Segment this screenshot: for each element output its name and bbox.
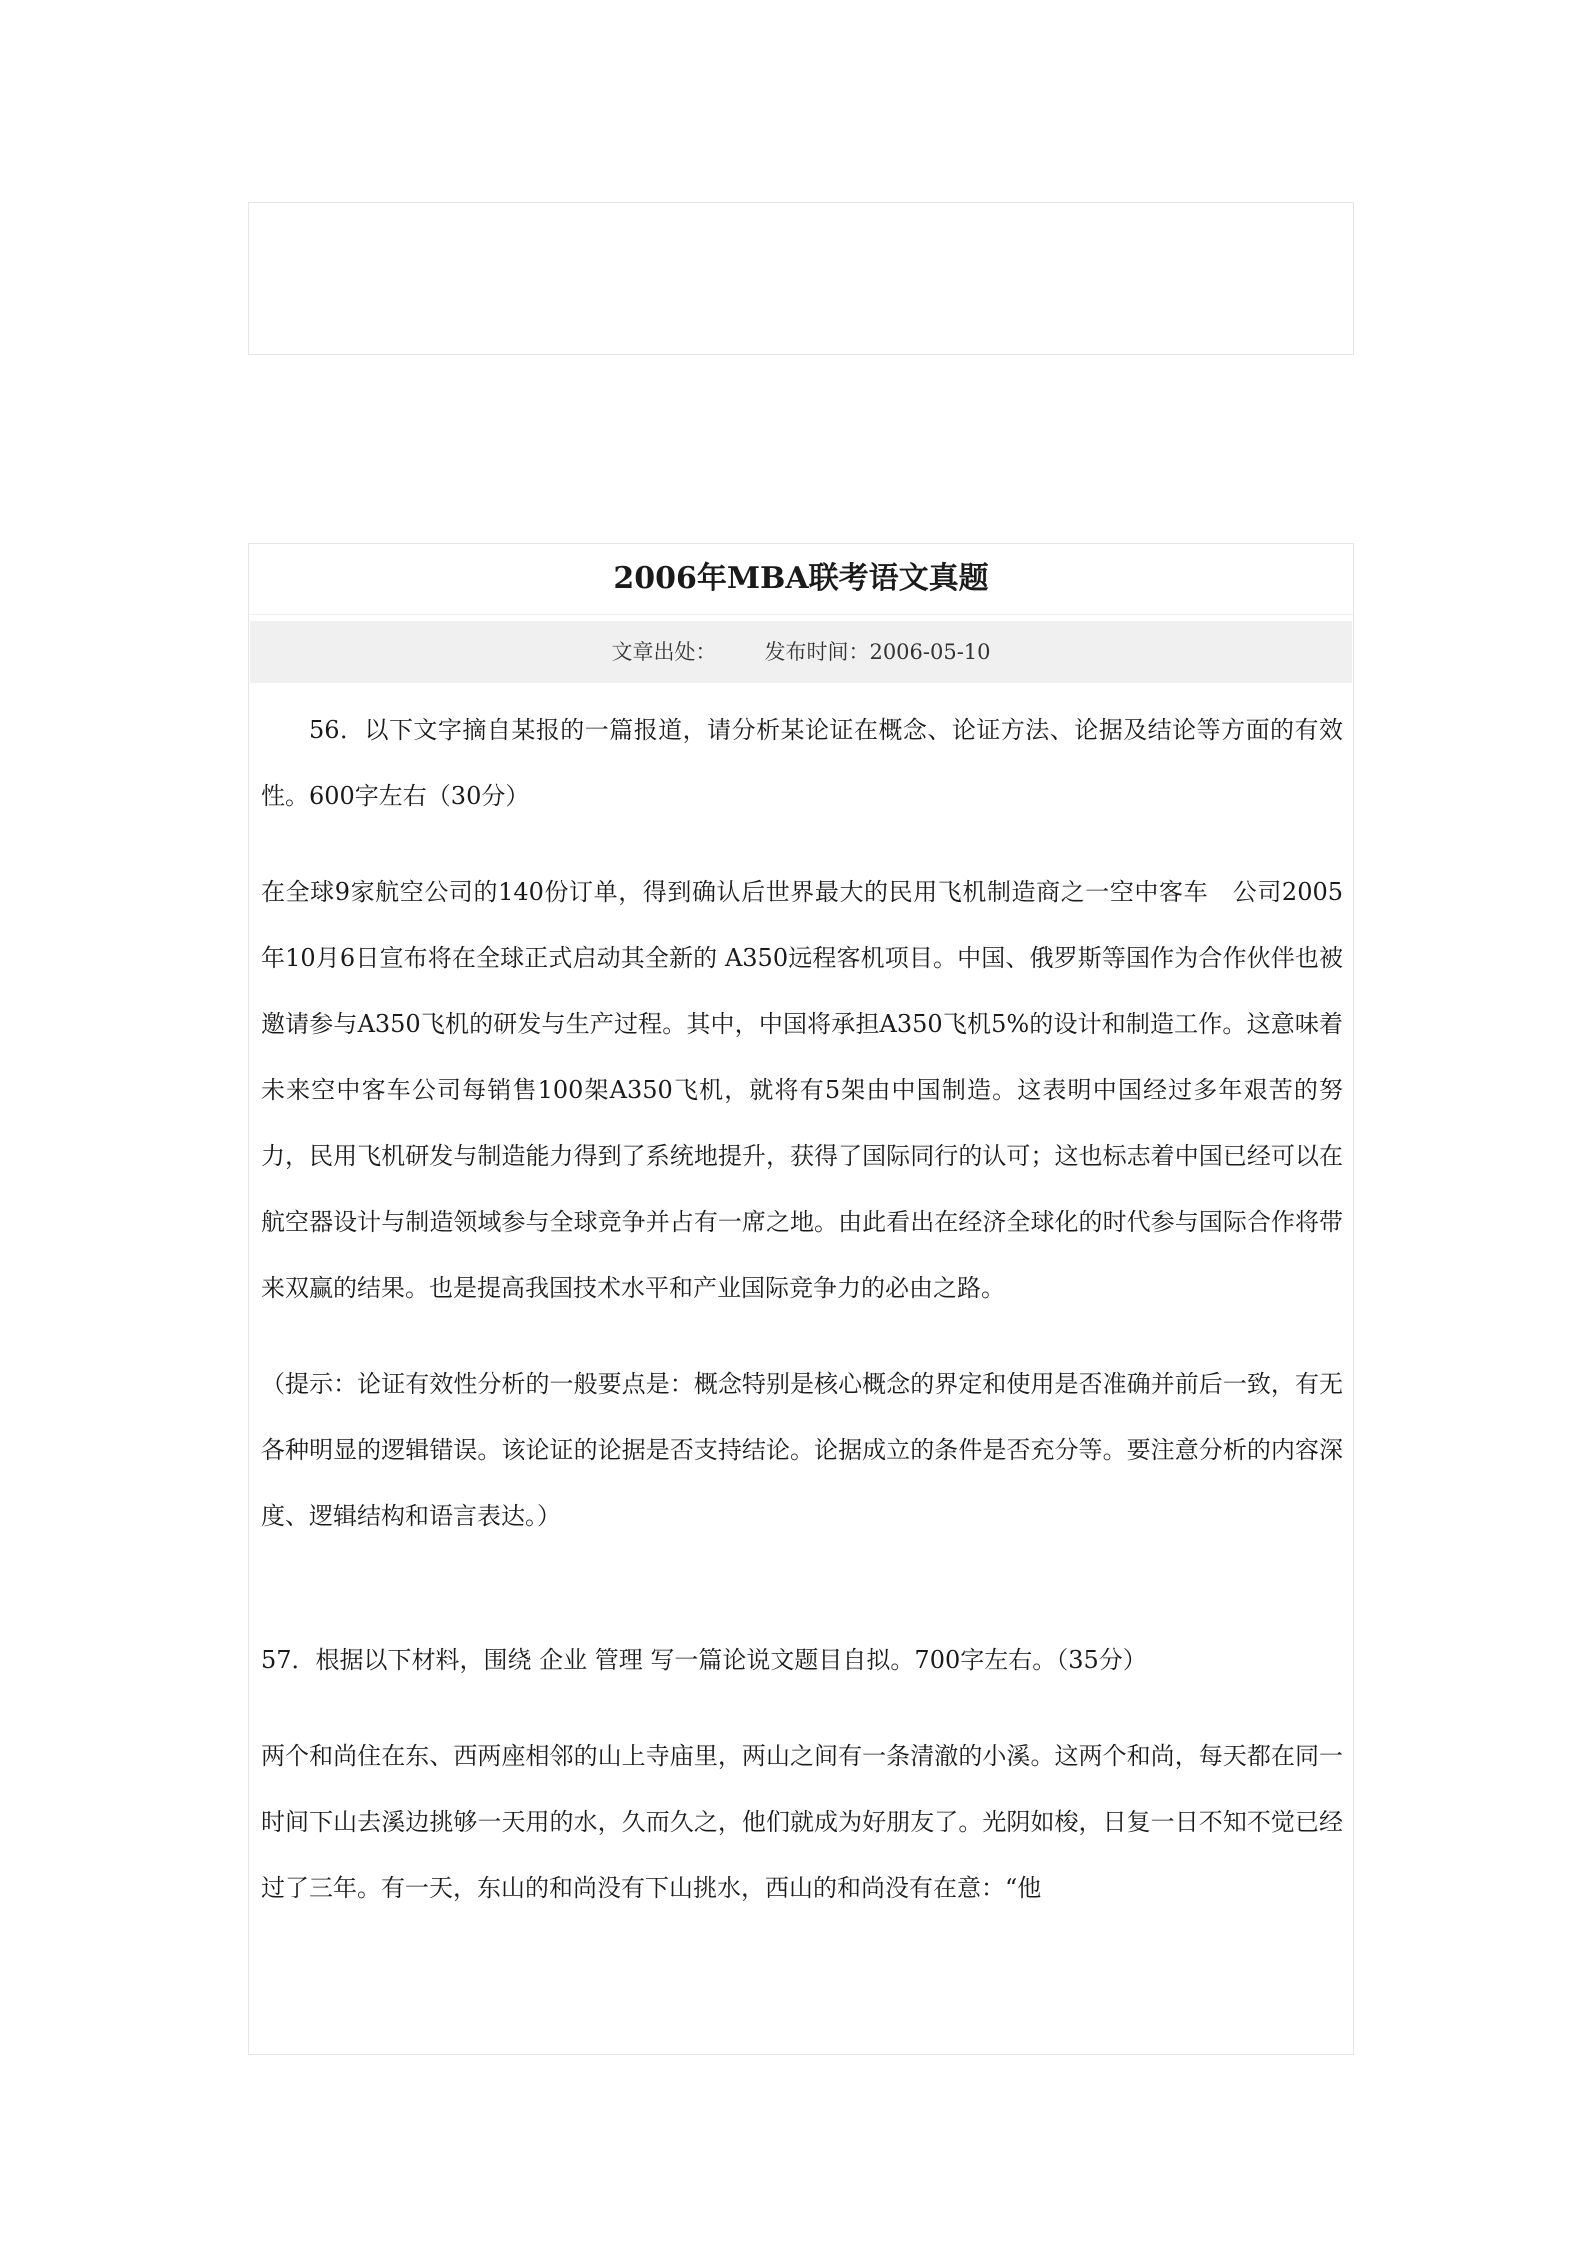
question-56: 56．以下文字摘自某报的一篇报道，请分析某论证在概念、论证方法、论据及结论等方面的有效性。600字左右（30分）	[261, 716, 1343, 810]
question-57: 57．根据以下材料，围绕 企业 管理 写一篇论说文题目自拟。700字左右。（35分）	[261, 1646, 1147, 1674]
article-meta	[250, 621, 1352, 683]
top-empty-box	[248, 202, 1354, 355]
article-container	[248, 543, 1354, 2055]
question-57-material: 两个和尚住在东、西两座相邻的山上寺庙里，两山之间有一条清澈的小溪。这两个和尚，每天都在同一时间下山去溪边挑够一天用的水，久而久之，他们就成为好朋友了。光阴如梭，日复一日不知不觉已经过了三年。有一天，东山的和尚没有下山挑水，西山的和尚没有在意：“他	[261, 1742, 1343, 1902]
source-label: 文章出处：	[611, 640, 717, 664]
question-56-material: 在全球9家航空公司的140份订单，得到确认后世界最大的民用飞机制造商之一空中客车 公司2005年10月6日宣布将在全球正式启动其全新的 A350远程客机项目。中国、俄罗斯等国作为合作伙伴也被邀请参与A350飞机的研发与生产过程。其中，中国将承担A350飞机5%的设计和制造工作。这意味着未来空中客车公司每销售100架A350飞机，就将有5架由中国制造。这表明中国经过多年艰苦的努力，民用飞机研发与制造能力得到了系统地提升，获得了国际同行的认可；这也标志着中国已经可以在航空器设计与制造领域参与全球竞争并占有一席之地。由此看出在经济全球化的时代参与国际合作将带来双赢的结果。也是提高我国技术水平和产业国际竞争力的必由之路。	[261, 878, 1343, 1302]
question-56-hint: （提示：论证有效性分析的一般要点是：概念特别是核心概念的界定和使用是否准确并前后一致，有无各种明显的逻辑错误。该论证的论据是否支持结论。论据成立的条件是否充分等。要注意分析的内容深度、逻辑结构和语言表达。）	[261, 1370, 1343, 1530]
article-content	[249, 683, 1353, 1921]
article-title: 2006年MBA联考语文真题	[249, 544, 1353, 615]
publish-date: 发布时间：2006-05-10	[764, 640, 991, 664]
